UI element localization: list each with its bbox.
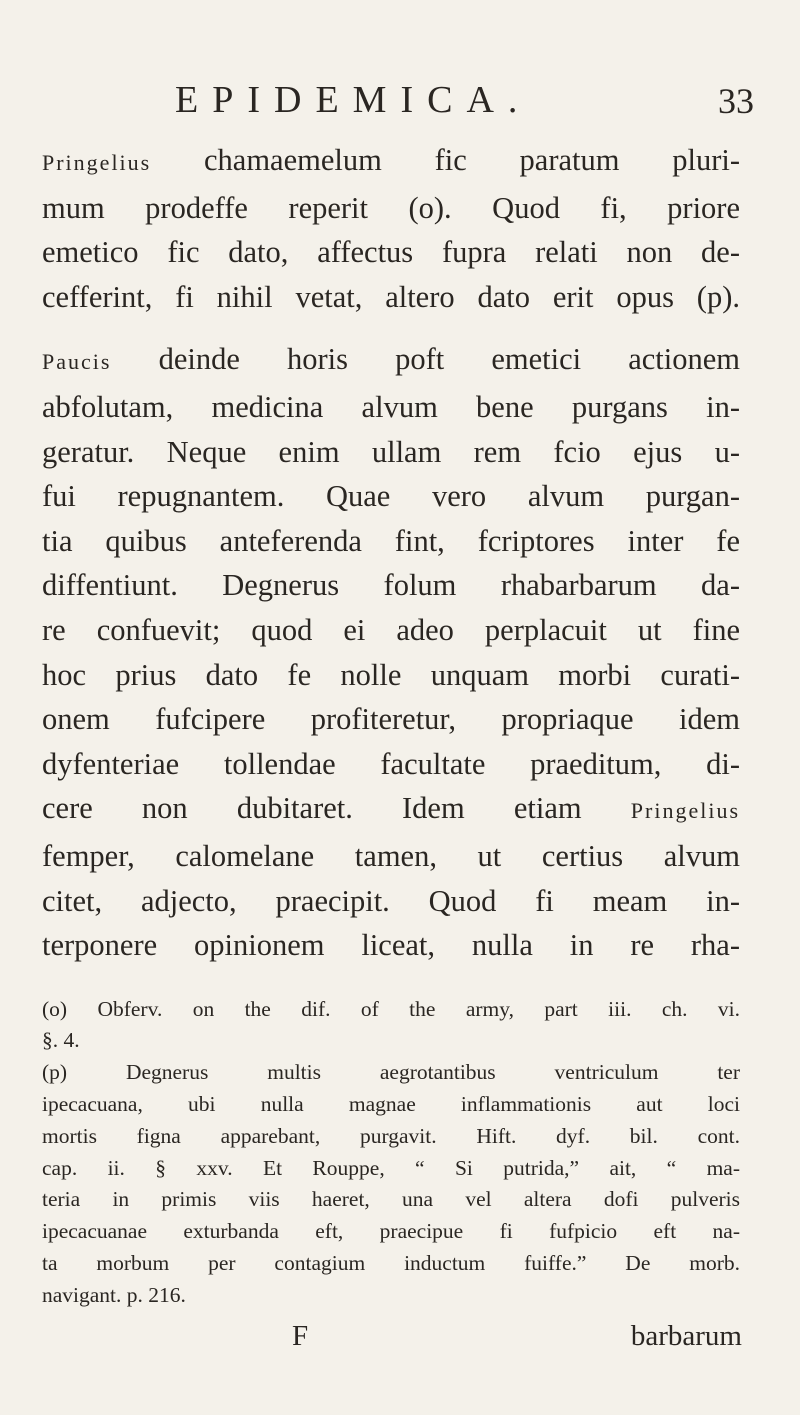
text-line-15: cere non dubitaret. Idem etiam Pringelius [42, 791, 741, 826]
text-line-5: Paucis deinde horis poft emetici actionem [42, 342, 740, 377]
text-line-8: fui repugnantem. Quae vero alvum purgan- [42, 479, 740, 514]
text-line-1: Pringelius chamaemelum fic paratum pluri- [42, 143, 740, 177]
footnote-line-1: (o) Obferv. on the dif. of the army, part iii. ch. vi. [42, 996, 740, 1021]
footnote-line-2: §. 4. [42, 1028, 80, 1053]
running-head: EPIDEMICA. [175, 79, 532, 121]
text-line-6: abfolutam, medicina alvum bene purgans in- [42, 389, 740, 424]
name-pringelius: Pringelius [42, 150, 152, 175]
footnote-line-5: mortis figna apparebant, purgavit. Hift. dyf. bil. cont. [42, 1123, 740, 1148]
text-line-12: hoc prius dato fe nolle unquam morbi curati- [42, 657, 740, 692]
text-line-7: geratur. Neque enim ullam rem fcio ejus u- [42, 434, 740, 469]
text-line-13: onem fufcipere profiteretur, propriaque idem [42, 702, 740, 737]
text-line-17: citet, adjecto, praecipit. Quod fi meam in- [42, 883, 740, 918]
footnote-line-4: ipecacuana, ubi nulla magnae inflammationis aut loci [42, 1092, 740, 1117]
footnote-line-9: ta morbum per contagium inductum fuiffe.” De morb. [42, 1251, 740, 1276]
text-line-3: emetico fic dato, affectus fupra relati non de- [42, 235, 740, 270]
footnote-line-10: navigant. p. 216. [42, 1282, 186, 1307]
text-line-11: re confuevit; quod ei adeo perplacuit ut fine [42, 612, 740, 647]
catchword: barbarum [630, 1319, 742, 1352]
text-line-9: tia quibus anteferenda fint, fcriptores inter fe [42, 523, 740, 558]
footnote-line-3: (p) Degnerus multis aegrotantibus ventriculum ter [42, 1060, 740, 1085]
text-line-18: terponere opinionem liceat, nulla in re rha- [42, 928, 740, 963]
page-header [60, 78, 754, 128]
text-line-10: diffentiunt. Degnerus folum rhabarbarum da- [42, 568, 740, 603]
text-line-16: femper, calomelane tamen, ut certius alvum [42, 838, 740, 873]
footnote-line-7: teria in primis viis haeret, una vel altera dofi pulveris [42, 1187, 740, 1212]
text-line-2: mum prodeffe reperit (o). Quod fi, priore [42, 190, 740, 225]
page-footer [60, 1320, 740, 1360]
name-paucis: Paucis [42, 349, 112, 375]
text-line-14: dyfenteriae tollendae facultate praeditum, di- [42, 746, 740, 781]
footnote-line-6: cap. ii. § xxv. Et Rouppe, “ Si putrida,” ait, “ ma- [42, 1155, 740, 1180]
footnote-line-8: ipecacuanae exturbanda eft, praecipue fi fufpicio eft na- [42, 1219, 740, 1244]
signature-mark: F [292, 1319, 309, 1352]
footnotes [42, 994, 740, 1312]
main-text [42, 138, 741, 968]
page-number: 33 [718, 81, 754, 121]
text-line-4: cefferint, fi nihil vetat, altero dato erit opus (p). [42, 279, 740, 314]
name-pringelius-2: Pringelius [630, 798, 741, 824]
